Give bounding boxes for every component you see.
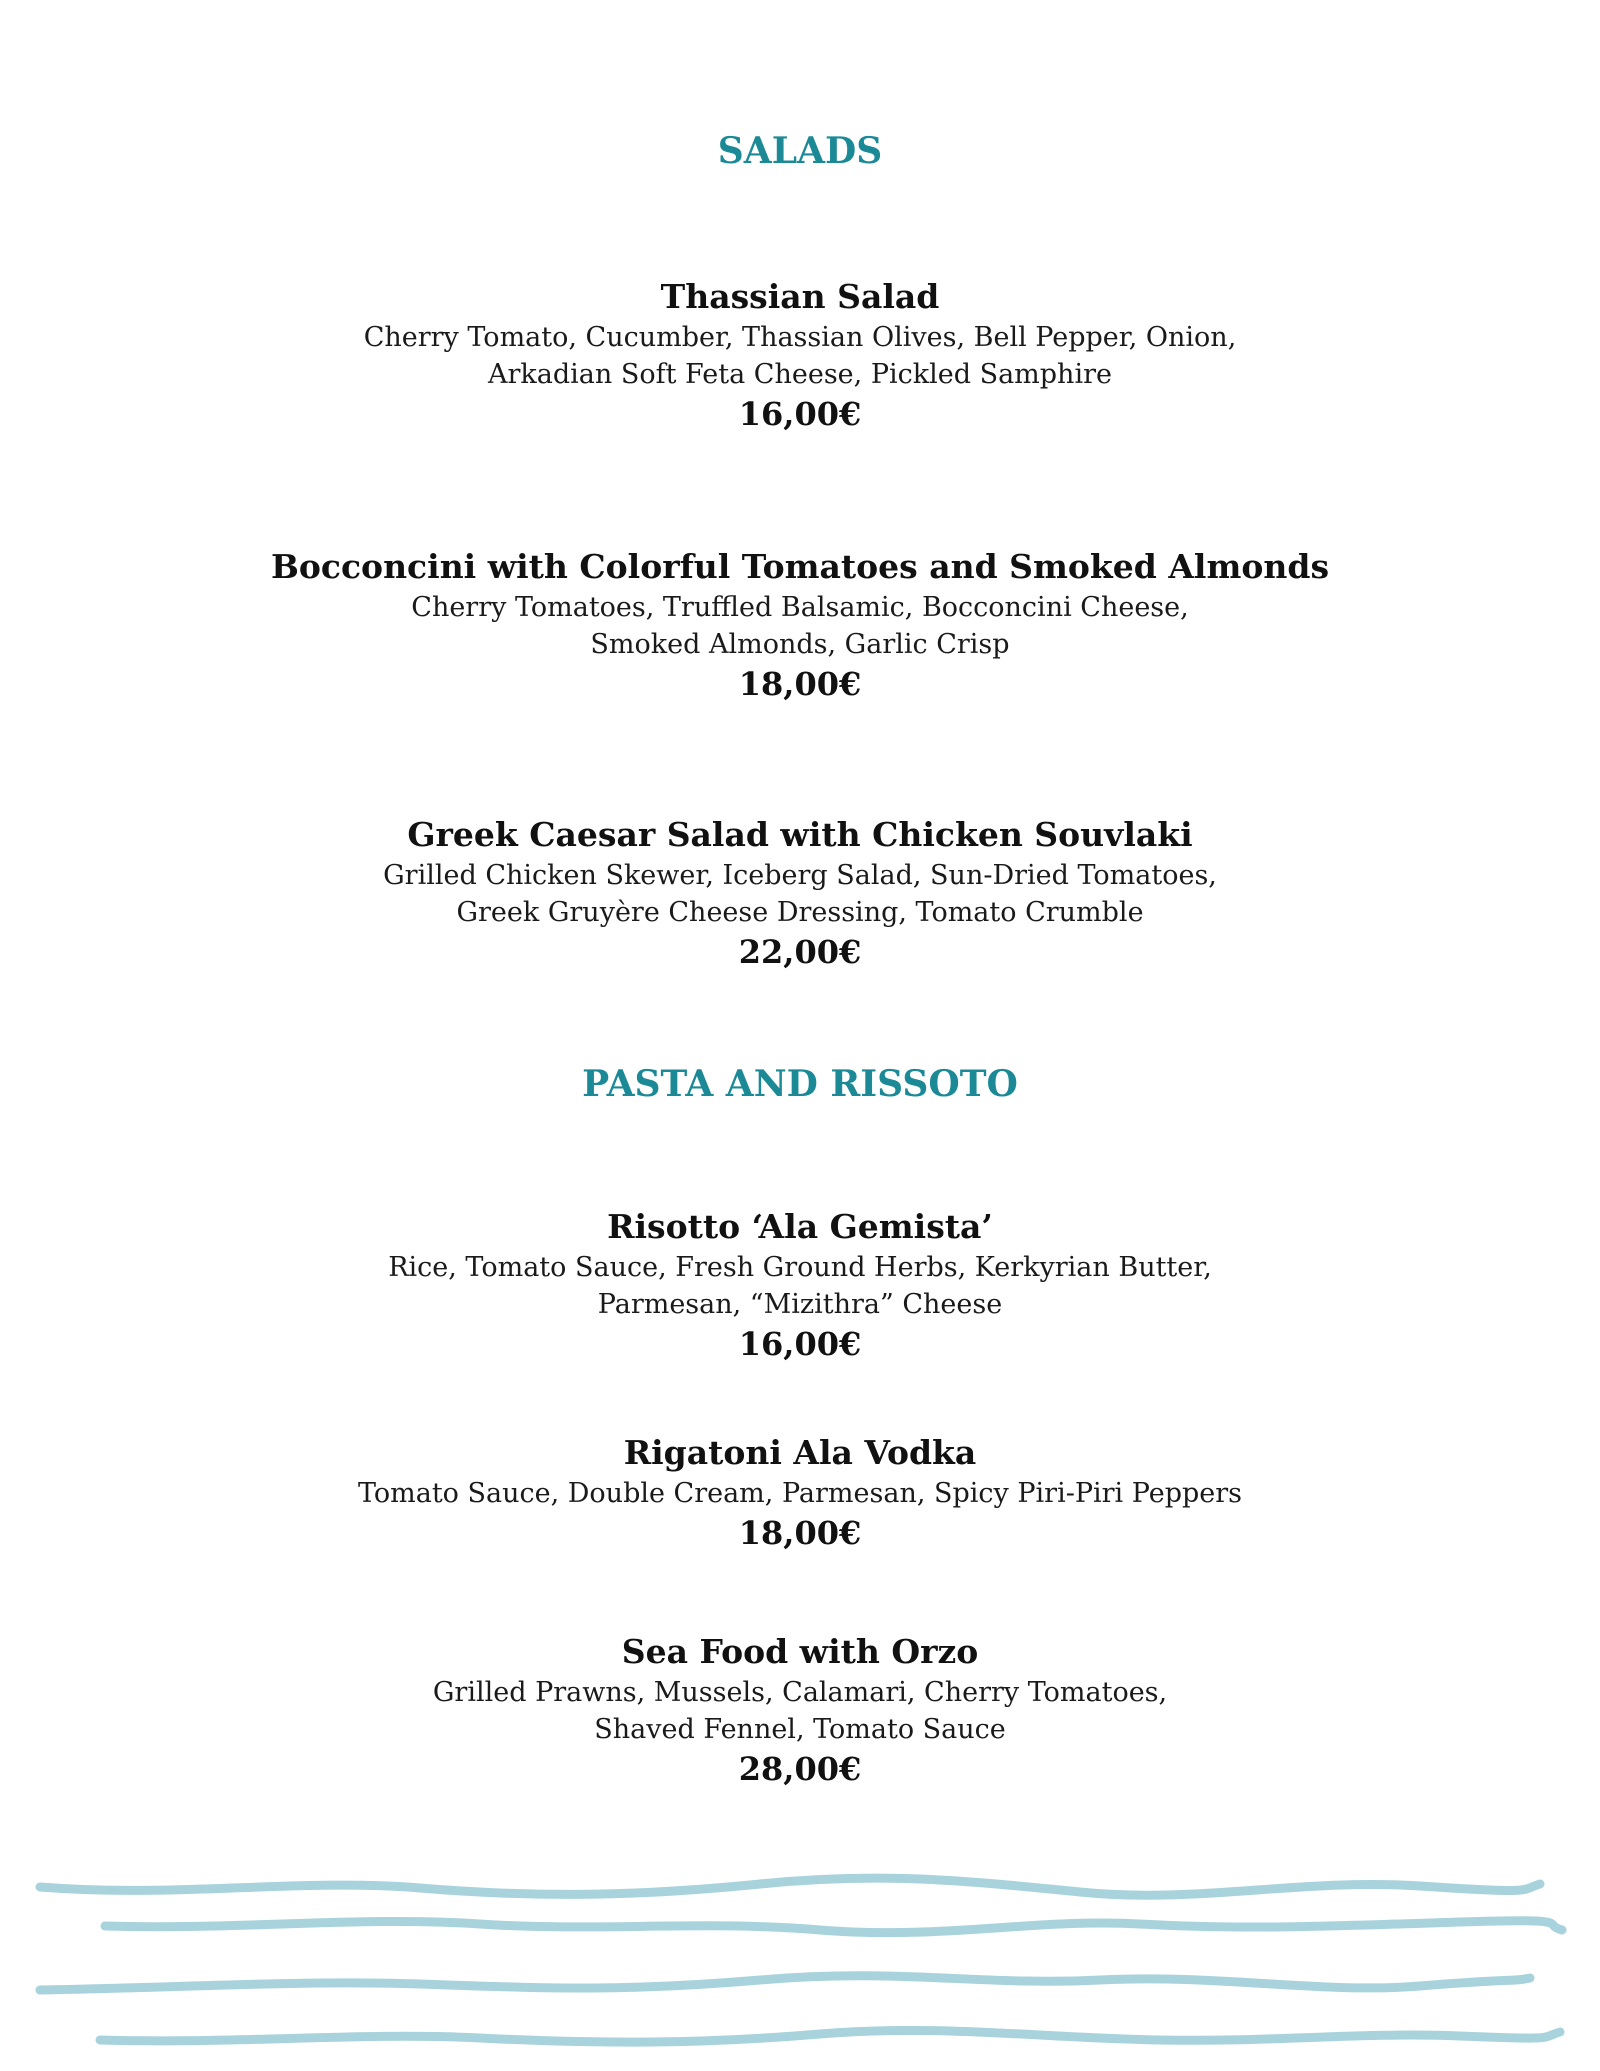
menu-item-description: [0, 1249, 1600, 1323]
menu-item-description-line: Tomato Sauce, Double Cream, Parmesan, Spicy Piri-Piri Peppers: [357, 1478, 1243, 1509]
menu-item-name: Rigatoni Ala Vodka: [623, 1433, 977, 1472]
menu-item-name: Sea Food with Orzo: [621, 1632, 979, 1671]
menu-item-price: 16,00€: [738, 395, 862, 433]
decorative-waves: [0, 1860, 1600, 2071]
menu-item-description-line: Shaved Fennel, Tomato Sauce: [594, 1714, 1006, 1745]
menu-item-price: 18,00€: [738, 1514, 862, 1552]
menu-item-name: Bocconcini with Colorful Tomatoes and Smoked Almonds: [270, 547, 1330, 586]
section-title-salads: SALADS: [717, 130, 883, 172]
wave-line: [105, 1921, 1562, 1933]
menu-item-name: Greek Caesar Salad with Chicken Souvlaki: [407, 815, 1193, 854]
menu-item-risotto: [0, 1205, 1600, 1365]
menu-item-description: [0, 319, 1600, 393]
menu-item-description: [0, 857, 1600, 931]
menu-item-description-line: Grilled Prawns, Mussels, Calamari, Cherry Tomatoes,: [432, 1677, 1168, 1708]
menu-item-thassian-salad: [0, 275, 1600, 435]
menu-item-description-line: Smoked Almonds, Garlic Crisp: [590, 629, 1010, 660]
menu-item-seafood-orzo: [0, 1630, 1600, 1790]
menu-item-description: [0, 1674, 1600, 1748]
menu-item-description-line: Arkadian Soft Feta Cheese, Pickled Samphire: [488, 359, 1112, 390]
menu-item-description-line: Greek Gruyère Cheese Dressing, Tomato Crumble: [456, 897, 1144, 928]
menu-item-bocconcini: [0, 545, 1600, 705]
menu-item-description: [0, 1475, 1600, 1512]
menu-item-greek-caesar: [0, 813, 1600, 973]
wave-line: [40, 1878, 1540, 1895]
wave-line: [100, 2030, 1560, 2042]
section-title-pasta: PASTA AND RISSOTO: [582, 1063, 1018, 1105]
menu-item-description-line: Parmesan, “Mizithra” Cheese: [597, 1289, 1003, 1320]
menu-item-price: 16,00€: [738, 1325, 862, 1363]
menu-item-description-line: Cherry Tomato, Cucumber, Thassian Olives, Bell Pepper, Onion,: [363, 322, 1237, 353]
menu-item-name: Risotto ‘Ala Gemista’: [607, 1207, 993, 1246]
menu-item-price: 22,00€: [738, 933, 862, 971]
menu-item-rigatoni: [0, 1431, 1600, 1554]
menu-item-description: [0, 589, 1600, 663]
menu-item-description-line: Cherry Tomatoes, Truffled Balsamic, Bocconcini Cheese,: [411, 592, 1189, 623]
menu-item-description-line: Rice, Tomato Sauce, Fresh Ground Herbs, Kerkyrian Butter,: [388, 1252, 1212, 1283]
menu-item-description-line: Grilled Chicken Skewer, Iceberg Salad, Sun-Dried Tomatoes,: [383, 860, 1217, 891]
wave-line: [40, 1976, 1530, 1990]
menu-item-price: 28,00€: [738, 1750, 862, 1788]
menu-item-name: Thassian Salad: [660, 277, 940, 316]
menu-item-price: 18,00€: [738, 665, 862, 703]
